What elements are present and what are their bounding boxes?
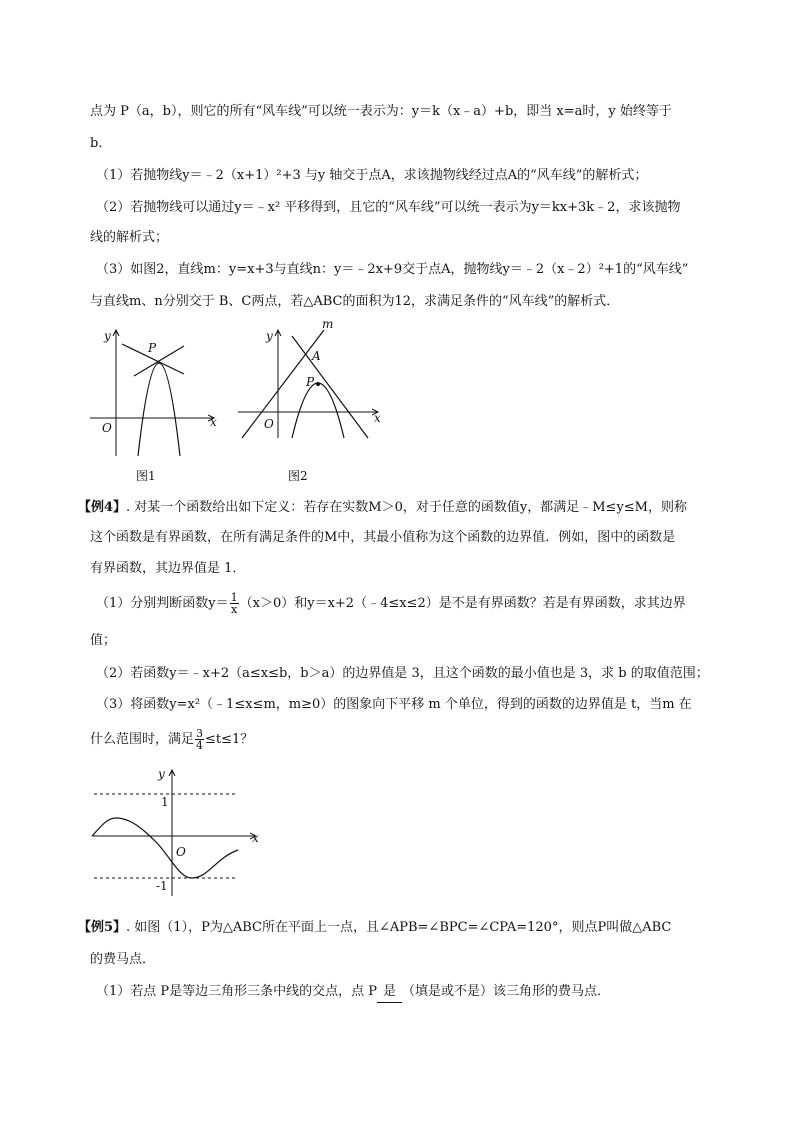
ex5-q1 bbox=[96, 982, 610, 1003]
fig3-x-label: x bbox=[252, 831, 259, 845]
fig2-origin-label: O bbox=[264, 417, 274, 431]
figure-2 bbox=[236, 318, 386, 488]
ex5-q1-pre: （1）若点 P是等边三角形三条中线的交点，点 P bbox=[96, 984, 378, 999]
fig2-line-n bbox=[292, 336, 368, 438]
figure-3 bbox=[86, 764, 266, 899]
ex5-line1-text: . 如图（1），P为△ABC所在平面上一点，且∠APB=∠BPC=∠CPA=120°，则点P叫做△ABC bbox=[126, 920, 672, 935]
fig2-parabola bbox=[292, 383, 344, 438]
ex4-q3b-post: ≤t≤1？ bbox=[205, 732, 254, 747]
ex4-q1-fraction bbox=[230, 592, 239, 615]
ex4-q1-pre: （1）分别判断函数y＝ bbox=[96, 596, 229, 611]
ex4-q3b-fraction bbox=[195, 728, 204, 751]
ex4-line1-text: . 对某一个函数给出如下定义：若存在实数M＞0，对于任意的函数值y，都满足﹣M≤y≤M，则称 bbox=[126, 500, 687, 515]
fig2-point-a-label: A bbox=[312, 349, 321, 363]
fig1-caption: 图1 bbox=[136, 469, 156, 483]
ex5-q1-answer-blank: 是 bbox=[377, 982, 402, 1003]
fig2-vertex-p bbox=[316, 382, 320, 386]
fig1-point-p-label: P bbox=[148, 341, 157, 355]
ex4-line2: 这个函数是有界函数，在所有满足条件的M中，其最小值称为这个函数的边界值．例如，图中的函数是 bbox=[90, 530, 676, 545]
figure-1 bbox=[86, 318, 226, 488]
ex4-q3a: （3）将函数y=x²（﹣1≤x≤m，m≥0）的图象向下平移 m 个单位，得到的函数的边界值是 t，当m 在 bbox=[96, 697, 692, 712]
ex5-line2: 的费马点． bbox=[90, 952, 156, 967]
ex3-line1: 点为 P（a，b），则它的所有“风车线”可以统一表示为：y＝k（x﹣a）+b，即当 x=a时，y 始终等于 bbox=[90, 104, 672, 119]
ex4-q2: （2）若函数y＝﹣x+2（a≤x≤b，b＞a）的边界值是 3，且这个函数的最小值也是 3，求 b 的取值范围； bbox=[96, 666, 709, 681]
fig1-y-label: y bbox=[104, 329, 111, 343]
fig3-one-label: 1 bbox=[161, 795, 169, 809]
figure-2-svg bbox=[236, 318, 386, 488]
ex4-q3b bbox=[90, 728, 253, 751]
ex3-q1: （1）若抛物线y＝﹣2（x+1）²+3 与y 轴交于点A，求该抛物线经过点A的“风车线”的解析式； bbox=[96, 168, 648, 183]
ex3-q2a: （2）若抛物线可以通过y＝﹣x² 平移得到，且它的“风车线”可以统一表示为y＝kx+3k﹣2，求该抛物 bbox=[96, 200, 681, 215]
fig1-origin-label: O bbox=[102, 421, 112, 435]
fig3-curve bbox=[92, 818, 238, 878]
ex4-line1 bbox=[78, 498, 687, 518]
fig1-x-label: x bbox=[210, 415, 217, 429]
ex5-heading: 【例5】 bbox=[78, 920, 127, 935]
ex4-heading: 【例4】 bbox=[78, 500, 127, 515]
ex4-q1-post: （x＞0）和y＝x+2（﹣4≤x≤2）是不是有界函数？若是有界函数，求其边界 bbox=[239, 596, 686, 611]
ex4-q1-numerator: 1 bbox=[230, 591, 238, 604]
ex4-q3b-numerator: 3 bbox=[196, 727, 204, 740]
fig2-x-label: x bbox=[374, 411, 381, 425]
fig2-point-p-label: P bbox=[306, 375, 315, 389]
fig1-windmill-line-2 bbox=[134, 346, 184, 376]
ex3-q2b: 线的解析式； bbox=[90, 230, 169, 245]
ex4-q1b: 值； bbox=[90, 633, 117, 648]
ex3-line2: b． bbox=[90, 136, 112, 151]
fig2-caption: 图2 bbox=[288, 469, 308, 483]
ex5-line1 bbox=[78, 918, 671, 938]
ex4-q3b-denominator: 4 bbox=[196, 739, 204, 752]
fig3-neg1-label: -1 bbox=[156, 879, 168, 893]
ex3-q3a: （3）如图2，直线m：y=x+3与直线n：y＝﹣2x+9交于点A，抛物线y＝﹣2（x﹣2）²+1的“风车线” bbox=[96, 262, 689, 277]
fig3-y-label: y bbox=[158, 767, 165, 781]
fig2-y-label: y bbox=[266, 329, 273, 343]
ex4-q1 bbox=[96, 592, 686, 615]
ex5-q1-post: （填是或不是）该三角形的费马点． bbox=[402, 984, 611, 999]
fig1-parabola bbox=[138, 363, 180, 456]
figure-3-svg bbox=[86, 764, 266, 899]
fig3-origin-label: O bbox=[176, 845, 186, 859]
figure-1-svg bbox=[86, 318, 226, 488]
fig2-line-m-label: m bbox=[322, 317, 334, 331]
ex3-q3b: 与直线m、n分别交于 B、C两点，若△ABC的面积为12，求满足条件的“风车线”的解析式． bbox=[90, 294, 620, 309]
ex4-q3b-pre: 什么范围时，满足 bbox=[90, 732, 195, 747]
ex4-q1-denominator: x bbox=[231, 603, 238, 616]
ex4-line3: 有界函数，其边界值是 1． bbox=[90, 561, 246, 576]
